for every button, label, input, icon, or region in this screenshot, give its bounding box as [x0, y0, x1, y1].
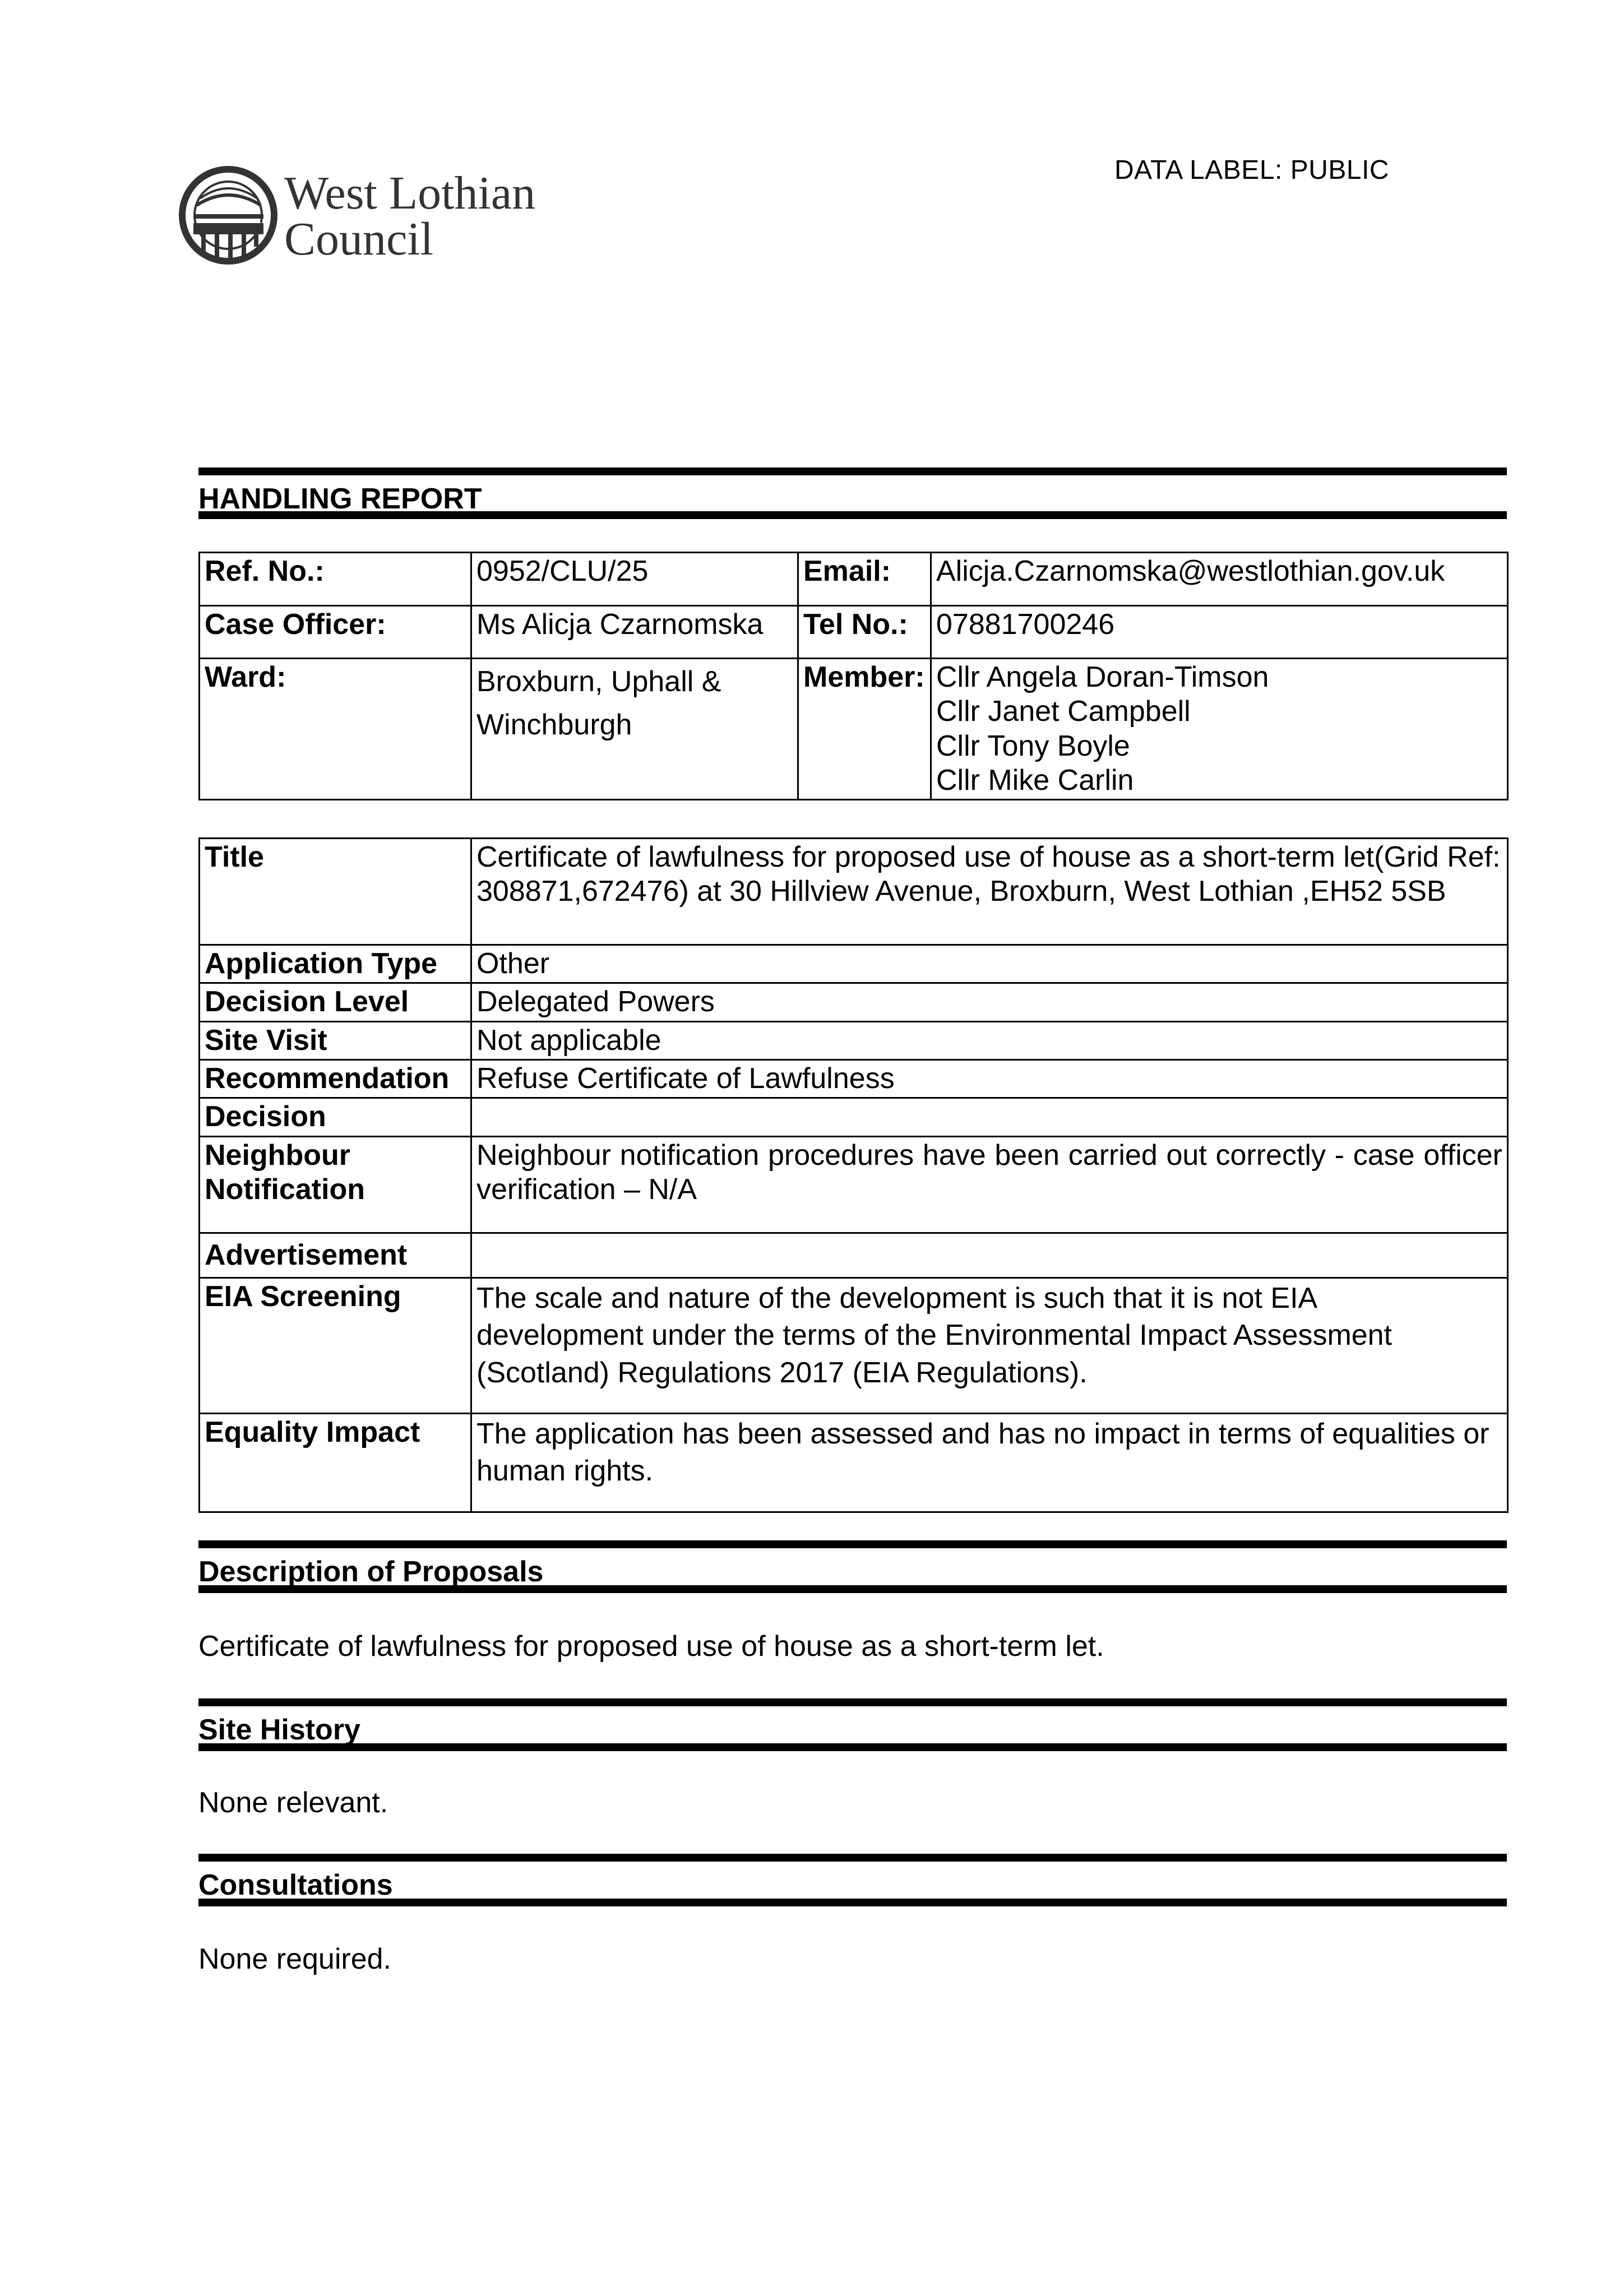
member-item: Cllr Tony Boyle [936, 729, 1130, 762]
title-label: Title [200, 839, 471, 945]
email-value: Alicja.Czarnomska@westlothian.gov.uk [931, 553, 1508, 606]
email-label: Email: [798, 553, 931, 606]
decision-value [471, 1098, 1508, 1136]
decision-level-value: Delegated Powers [471, 983, 1508, 1021]
table-row [200, 659, 1508, 800]
table-row [200, 839, 1508, 945]
table-row [200, 983, 1508, 1021]
eia-screening-value [471, 1277, 1508, 1413]
equality-impact-label: Equality Impact [200, 1413, 471, 1512]
site-visit-value: Not applicable [471, 1021, 1508, 1059]
member-item: Cllr Mike Carlin [936, 764, 1134, 797]
table-row [200, 1277, 1508, 1413]
ward-label: Ward: [200, 659, 471, 800]
table-row [200, 1098, 1508, 1136]
tel-label: Tel No.: [798, 606, 931, 659]
neighbour-label-line: Neighbour [205, 1138, 350, 1172]
eia-line: (Scotland) Regulations 2017 (EIA Regulations). [476, 1356, 1088, 1389]
table-row [200, 1060, 1508, 1098]
council-logo [177, 163, 558, 269]
site-history-heading: Site History [198, 1698, 1507, 1751]
table-row [200, 553, 1508, 606]
title-value: Certificate of lawfulness for proposed use of house as a short-term let(Grid Ref: 308871,672476) at 30 Hillview Avenue, Broxburn, West Lothian ,EH52 5SB [471, 839, 1508, 945]
ref-label: Ref. No.: [200, 553, 471, 606]
application-type-label: Application Type [200, 945, 471, 983]
member-item: Cllr Angela Doran-Timson [936, 661, 1269, 693]
ward-line: Broxburn, Uphall & [476, 665, 721, 698]
table-row [200, 606, 1508, 659]
tel-value: 07881700246 [931, 606, 1508, 659]
ward-value [471, 659, 798, 800]
consultations-heading: Consultations [198, 1854, 1507, 1906]
ward-line: Winchburgh [476, 708, 632, 741]
case-officer-label: Case Officer: [200, 606, 471, 659]
table-row [200, 1021, 1508, 1059]
member-label: Member: [798, 659, 931, 800]
member-list [931, 659, 1508, 800]
table-row [200, 1233, 1508, 1277]
application-type-value: Other [471, 945, 1508, 983]
advertisement-label: Advertisement [200, 1233, 471, 1277]
site-history-text: None relevant. [198, 1786, 388, 1819]
eia-line: development under the terms of the Environmental Impact Assessment [476, 1319, 1392, 1352]
decision-label: Decision [200, 1098, 471, 1136]
member-item: Cllr Janet Campbell [936, 695, 1191, 728]
site-visit-label: Site Visit [200, 1021, 471, 1059]
neighbour-label-line: Notification [205, 1173, 365, 1206]
consultations-text: None required. [198, 1943, 391, 1975]
table-row [200, 1136, 1508, 1233]
decision-level-label: Decision Level [200, 983, 471, 1021]
viaduct-emblem-icon [182, 169, 274, 261]
logo-text-line2: Council [284, 213, 433, 265]
eia-screening-label: EIA Screening [200, 1277, 471, 1413]
description-heading: Description of Proposals [198, 1540, 1507, 1593]
advertisement-value [471, 1233, 1508, 1277]
neighbour-notification-label [200, 1136, 471, 1233]
neighbour-notification-value: Neighbour notification procedures have been carried out correctly - case officer verification – N/A [471, 1136, 1508, 1233]
table-row [200, 945, 1508, 983]
officer-table [198, 552, 1507, 800]
case-officer-value: Ms Alicja Czarnomska [471, 606, 798, 659]
recommendation-value: Refuse Certificate of Lawfulness [471, 1060, 1508, 1098]
logo-text-line1: West Lothian [284, 167, 536, 219]
data-label: DATA LABEL: PUBLIC [1114, 155, 1390, 185]
equality-impact-value: The application has been assessed and has no impact in terms of equalities or human rights. [471, 1413, 1508, 1512]
recommendation-label: Recommendation [200, 1060, 471, 1098]
ref-value: 0952/CLU/25 [471, 553, 798, 606]
table-row [200, 1413, 1508, 1512]
details-table [198, 837, 1507, 1513]
eia-line: The scale and nature of the development is such that it is not EIA [476, 1281, 1318, 1314]
report-title: HANDLING REPORT [198, 467, 1507, 519]
description-text: Certificate of lawfulness for proposed use of house as a short-term let. [198, 1630, 1104, 1663]
